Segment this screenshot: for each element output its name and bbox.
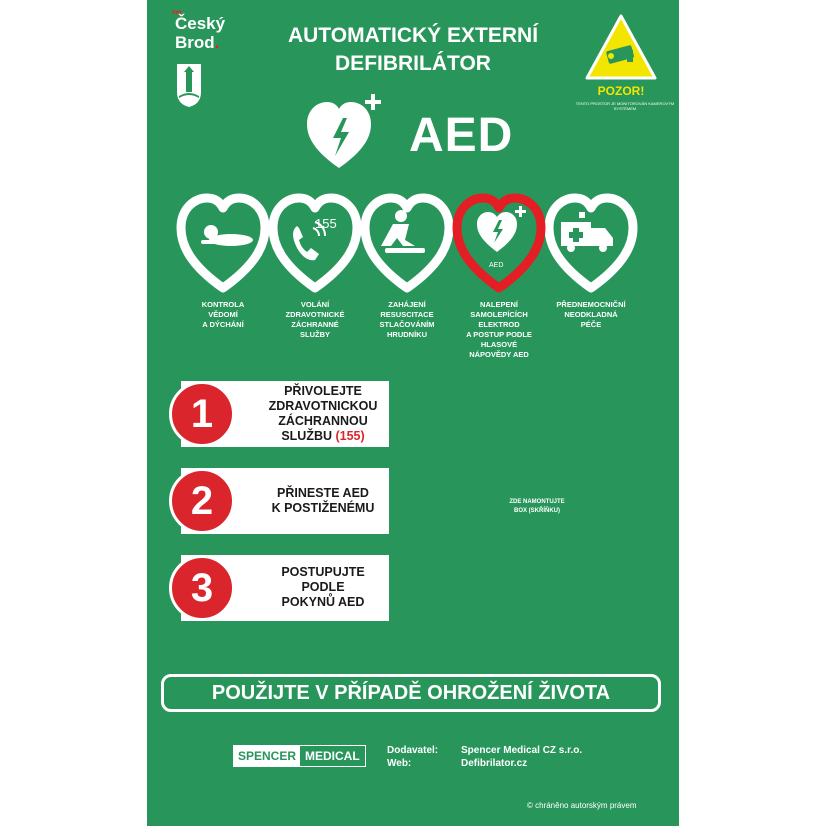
ambulance-icon [561,212,613,252]
card-3-text: POSTUPUJTE PODLE POKYNŮ AED [281,565,365,609]
aed-heart-logo-icon [305,92,391,176]
brand-part1: SPENCER [234,746,300,766]
web-label: Web: [387,758,412,769]
supplier-label: Dodavatel: [387,745,439,756]
city-logo-text [175,14,225,52]
number-badge-2: 2 [169,468,235,534]
number-badge-3: 3 [169,555,235,621]
step-caption-4: NALEPENÍ SAMOLEPÍCÍCH ELEKTROD A POSTUP PODLE HLASOVÉ NÁPOVĚDY AED [466,300,532,359]
web-value: Defibrilator.cz [461,758,528,769]
logo-small-text: Ing [172,10,181,16]
mount-note: ZDE NAMONTUJTE BOX (SKŘÍŇKU) [509,499,565,514]
step-caption-1: KONTROLA VĚDOMÍ A DÝCHÁNÍ [201,300,245,329]
card-1-text: PŘIVOLEJTE ZDRAVOTNICKOU ZÁCHRANNOU SLUŽBU (155) [268,384,378,443]
supplier-value: Spencer Medical CZ s.r.o. [461,745,583,756]
instruction-card-3 [181,555,389,621]
person-check-icon [201,225,253,246]
instruction-card-1 [181,381,389,447]
logo-dot: . [214,33,220,52]
contact-labels [387,744,438,770]
contact-values [461,744,582,770]
card-2-text: PŘINESTE AED K POSTIŽENÉMU [271,486,375,515]
copyright-note: © chráněno autorským právem [527,801,637,810]
heart-step-2 [273,198,357,288]
step-caption-5: PŘEDNEMOCNIČNÍ NEODKLADNÁ PÉČE [556,300,626,329]
brand-part2: MEDICAL [305,749,360,763]
step-caption-3: ZAHÁJENÍ RESUSCITACE STLAČOVÁNÍM HRUDNÍKU [379,300,435,339]
use-in-emergency-banner: POUŽIJTE V PŘÍPADĚ OHROŽENÍ ŽIVOTA [161,674,661,712]
poster-title [259,22,567,78]
step-4-label: AED [489,262,504,269]
step-2-number: 155 [315,216,337,231]
instruction-card-2 [181,468,389,534]
title-line1: AUTOMATICKÝ EXTERNÍ [287,24,539,47]
aed-poster [147,0,679,826]
logo-line2: Brod [175,33,215,52]
camera-warning-icon [583,12,659,82]
logo-line1: Český [175,14,226,33]
pozor-subtext: TENTO PROSTOR JE MONITOROVÁN KAMEROVÝM SYSTÉMEM [575,101,675,111]
cpr-icon [381,210,425,253]
number-badge-1: 1 [169,381,235,447]
chain-of-survival [175,188,655,300]
coat-of-arms-icon [175,62,203,108]
step-caption-2: VOLÁNÍ ZDRAVOTNICKÉ ZÁCHRANNÉ SLUŽBY [285,300,345,339]
title-line2: DEFIBRILÁTOR [335,52,491,75]
emergency-number: (155) [335,429,365,443]
aed-heart-icon [477,206,526,252]
spencer-medical-logo [233,745,366,767]
aed-big-label: AED [409,109,514,162]
pozor-label: POZOR! [597,84,645,98]
